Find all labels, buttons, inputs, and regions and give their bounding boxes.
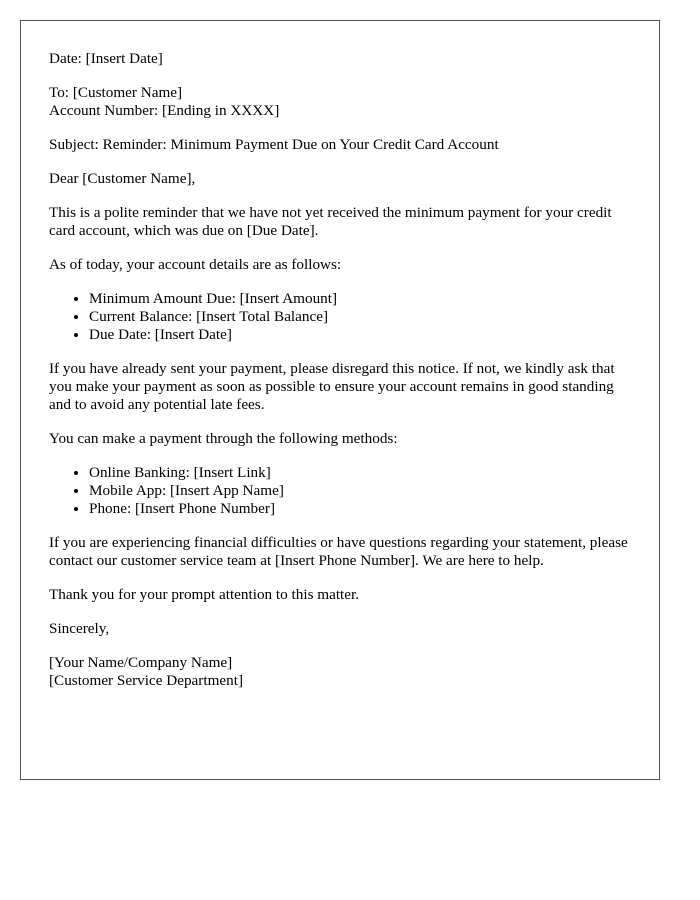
closing: Sincerely,: [49, 620, 110, 637]
methods-intro: You can make a payment through the following methods:: [49, 430, 398, 447]
signature-name: [Your Name/Company Name]: [49, 654, 233, 671]
subject-line: Subject: Reminder: Minimum Payment Due on Your Credit Card Account: [49, 136, 499, 153]
letter-document: [20, 20, 660, 780]
thanks-line: Thank you for your prompt attention to this matter.: [49, 586, 360, 603]
list-item-online-banking: • Online Banking: [Insert Link]: [89, 464, 631, 482]
to-line: To: [Customer Name]: [49, 84, 183, 101]
list-item-phone: • Phone: [Insert Phone Number]: [89, 500, 631, 518]
payment-methods-list: [49, 464, 631, 518]
signature-block: [49, 654, 631, 690]
salutation: Dear [Customer Name],: [49, 170, 196, 187]
account-details-list: [49, 290, 631, 344]
already-paid-paragraph: If you have already sent your payment, please disregard this notice. If not, we kindly ask that you make your payment as soon as possible to ensure your account remains in good standing and to avoid any potential late fees.: [49, 360, 615, 413]
list-item-minimum-due: • Minimum Amount Due: [Insert Amount]: [89, 290, 631, 308]
recipient-block: [49, 84, 631, 120]
list-item-mobile-app: • Mobile App: [Insert App Name]: [89, 482, 631, 500]
list-item-current-balance: • Current Balance: [Insert Total Balance]: [89, 308, 631, 326]
intro-paragraph: This is a polite reminder that we have not yet received the minimum payment for your credit card account, which was due on [Due Date].: [49, 204, 612, 239]
account-number-line: Account Number: [Ending in XXXX]: [49, 102, 280, 119]
difficulties-paragraph: If you are experiencing financial difficulties or have questions regarding your statement, please contact our customer service team at [Insert Phone Number]. We are here to help.: [49, 534, 628, 569]
list-item-due-date: • Due Date: [Insert Date]: [89, 326, 631, 344]
signature-department: [Customer Service Department]: [49, 672, 243, 689]
details-intro: As of today, your account details are as follows:: [49, 256, 342, 273]
date-line: Date: [Insert Date]: [49, 50, 163, 67]
